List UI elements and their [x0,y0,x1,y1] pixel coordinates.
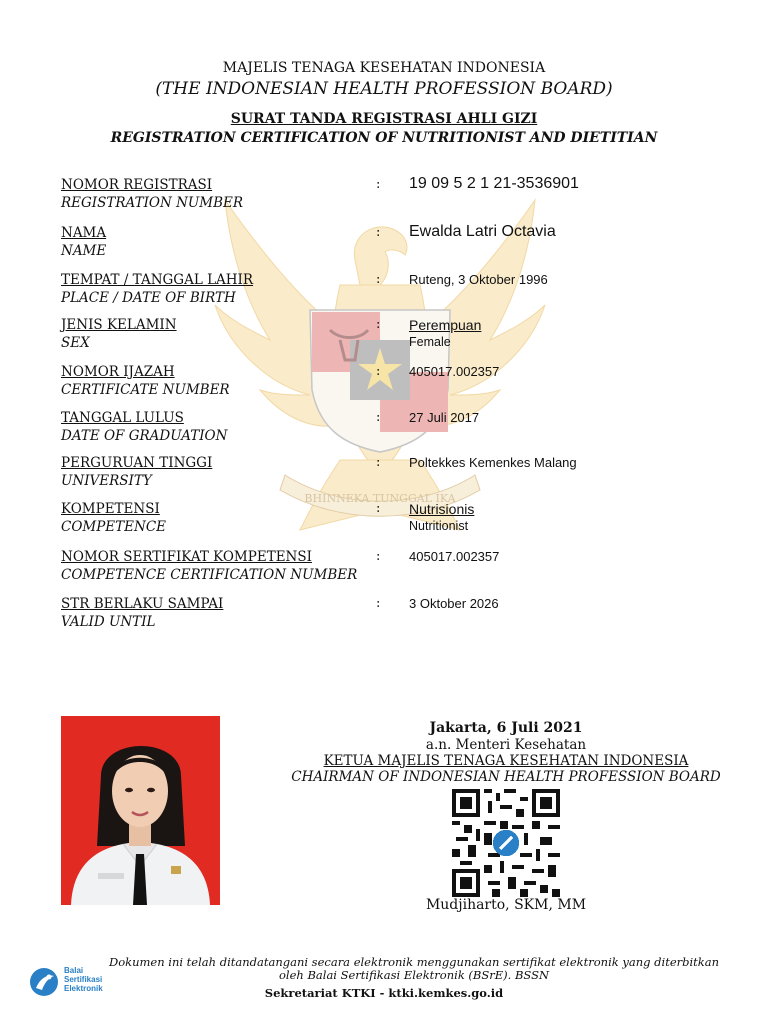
field-label-id: STR BERLAKU SAMPAI [61,596,224,612]
signatory-title-en: CHAIRMAN OF INDONESIAN HEALTH PROFESSION BOARD [291,769,721,785]
field-value: Ruteng, 3 Oktober 1996 [409,272,548,287]
field-label-id: TANGGAL LULUS [61,410,184,426]
field-colon: : [376,501,381,516]
bsre-logo-line: Elektronik [64,984,103,993]
field-value-en: Female [409,335,451,349]
field-label-id: NAMA [61,225,107,241]
field-colon: : [376,410,381,425]
bsre-logo-icon [28,966,60,998]
signature-on-behalf: a.n. Menteri Kesehatan [425,737,587,753]
field-label-id: JENIS KELAMIN [61,317,177,333]
field-value: 405017.002357 [409,364,500,379]
signatory-title-id: KETUA MAJELIS TENAGA KESEHATAN INDONESIA [323,753,689,769]
field-value: Perempuan [409,317,482,333]
field-colon: : [376,596,381,611]
field-certificate-number [61,364,721,404]
field-colon: : [376,225,381,240]
doc-title-id: SURAT TANDA REGISTRASI AHLI GIZI [230,111,538,127]
signature-place-date: Jakarta, 6 Juli 2021 [429,720,583,736]
field-value: 19 09 5 2 1 21-3536901 [409,175,579,192]
field-sex [61,317,721,357]
watermark-motto: BHINNEKA TUNGGAL IKA [304,492,456,505]
field-value: Nutrisionis [409,501,475,517]
field-colon: : [376,364,381,379]
field-label-en: NAME [61,243,107,259]
field-label-en: VALID UNTIL [61,614,156,630]
field-label-en: UNIVERSITY [61,473,152,489]
bsre-logo-text [64,966,103,993]
footer-note-line-1: Dokumen ini telah ditandatangani secara elektronik menggunakan sertifikat elektronik yang diterbitkan [108,955,720,969]
qr-code [452,789,560,897]
field-university [61,455,721,495]
field-label-en: PLACE / DATE OF BIRTH [61,290,236,306]
field-value: 3 Oktober 2026 [409,596,499,611]
signatory-name: Mudjiharto, SKM, MM [425,897,587,913]
field-name [61,225,721,265]
field-valid-until [61,596,721,636]
field-colon: : [376,177,381,192]
bsre-logo-line: Sertifikasi [64,975,103,984]
field-date-of-graduation [61,410,721,450]
field-value: Poltekkes Kemenkes Malang [409,455,577,470]
field-label-id: PERGURUAN TINGGI [61,455,213,471]
holder-photo [61,716,220,905]
field-label-en: SEX [61,335,90,351]
field-label-en: DATE OF GRADUATION [61,428,228,444]
bsre-logo-line: Balai [64,966,84,975]
doc-title-en: REGISTRATION CERTIFICATION OF NUTRITIONIST AND DIETITIAN [110,130,658,146]
bsre-logo [28,966,123,998]
field-colon: : [376,272,381,287]
field-place-date-of-birth [61,272,721,312]
person-photo-illustration [61,716,220,905]
field-label-id: NOMOR REGISTRASI [61,177,213,193]
field-label-id: TEMPAT / TANGGAL LAHIR [61,272,254,288]
field-label-id: KOMPETENSI [61,501,160,517]
field-label-en: COMPETENCE [61,519,167,535]
footer-note-line-2: oleh Balai Sertifikasi Elektronik (BSrE). BSSN [278,968,550,982]
org-name-en: (THE INDONESIAN HEALTH PROFESSION BOARD) [155,79,613,99]
field-value-en: Nutritionist [409,519,469,533]
field-label-en: COMPETENCE CERTIFICATION NUMBER [61,567,358,583]
field-label-id: NOMOR SERTIFIKAT KOMPETENSI [61,549,312,565]
field-colon: : [376,549,381,564]
field-registration-number [61,177,721,217]
field-competence [61,501,721,541]
footer-secretariat: Sekretariat KTKI - ktki.kemkes.go.id [264,986,504,1000]
field-colon: : [376,455,381,470]
field-colon: : [376,317,381,332]
field-label-en: REGISTRATION NUMBER [61,195,244,211]
field-value: Ewalda Latri Octavia [409,223,556,240]
field-label-id: NOMOR IJAZAH [61,364,175,380]
field-label-en: CERTIFICATE NUMBER [61,382,230,398]
field-value: 405017.002357 [409,549,500,564]
field-value: 27 Juli 2017 [409,410,480,425]
field-competence-certification-number [61,549,721,589]
org-name-id: MAJELIS TENAGA KESEHATAN INDONESIA [222,60,546,76]
